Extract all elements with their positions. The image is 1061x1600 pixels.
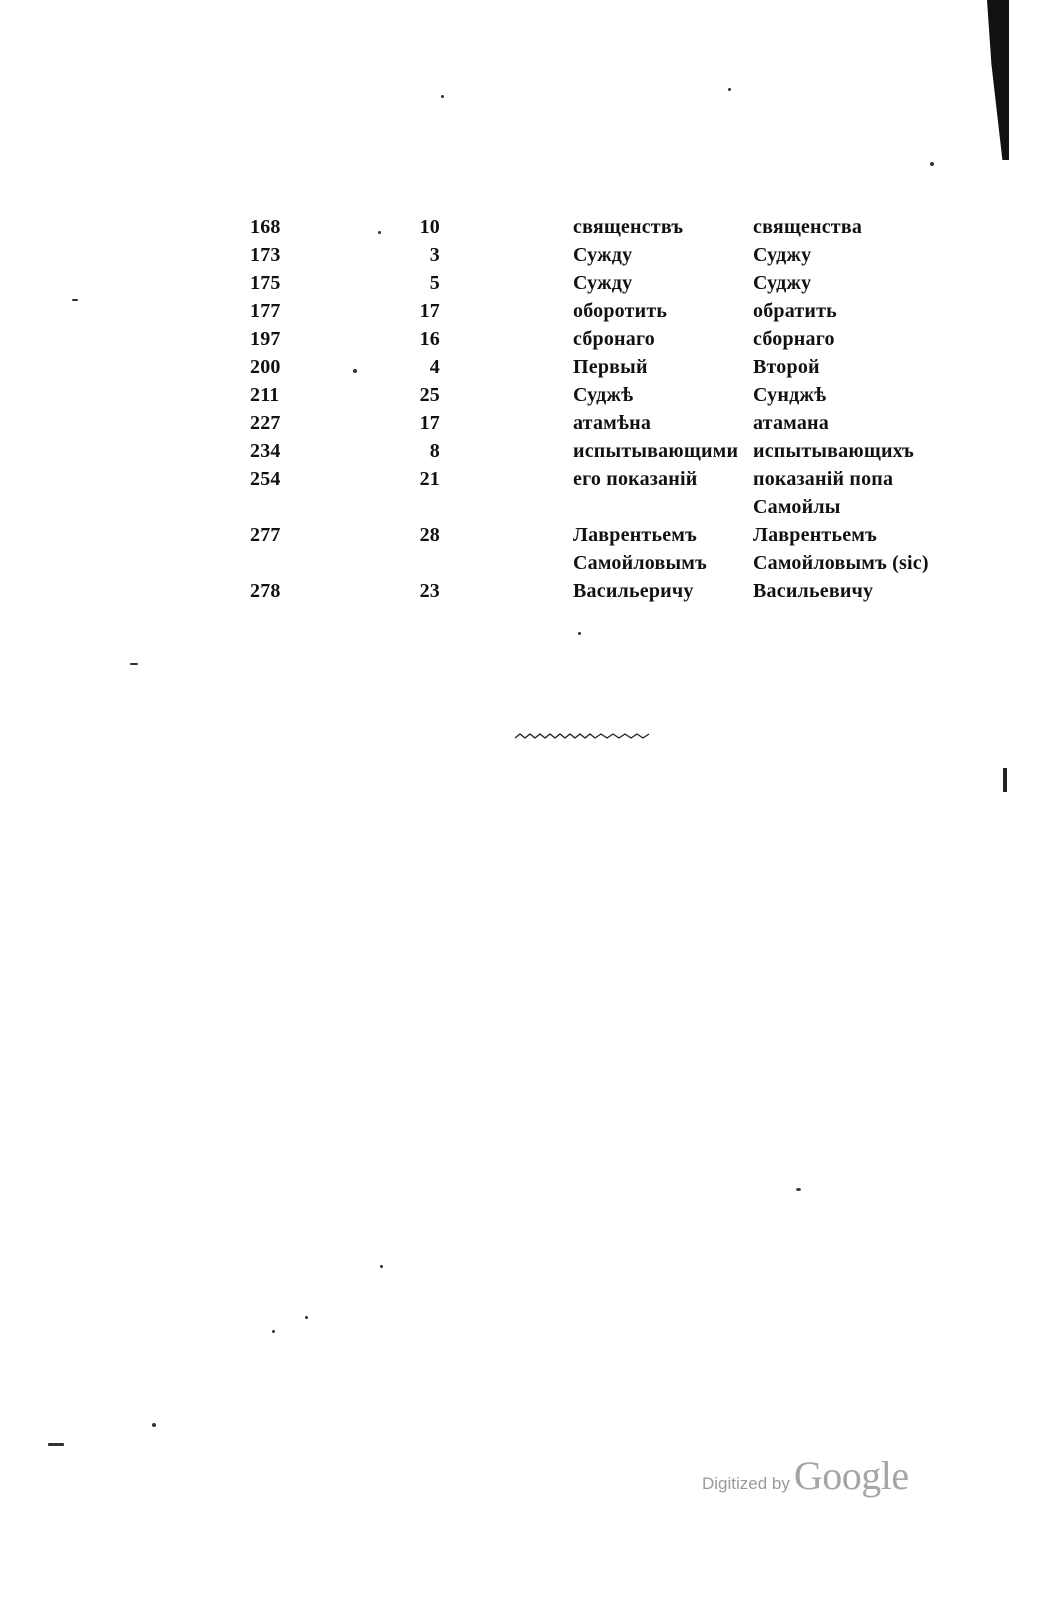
correct-text: испытывающихъ (753, 440, 914, 462)
scan-speck (728, 88, 731, 91)
line-number: 28 (419, 524, 440, 546)
scan-speck (48, 1443, 64, 1446)
errata-row (250, 241, 970, 269)
errata-row (250, 465, 970, 521)
printed-text: Васильеричу (573, 580, 694, 602)
correct-text: Васильевичу (753, 580, 874, 602)
printed-text: сбронаго (573, 328, 655, 350)
correct-text: Суджу (753, 272, 812, 294)
scan-speck (796, 1188, 801, 1191)
errata-row (250, 437, 970, 465)
printed-text: его показаній (573, 468, 698, 490)
page-number: 175 (250, 272, 281, 294)
correct-text: атамана (753, 412, 829, 434)
scan-speck (152, 1423, 156, 1427)
page-number: 277 (250, 524, 281, 546)
line-number: 21 (419, 468, 440, 490)
printed-text: испытывающими (573, 440, 739, 462)
line-number: 17 (419, 300, 440, 322)
page-number: 278 (250, 580, 281, 602)
ornamental-separator (515, 730, 651, 742)
google-logo: Google (793, 1453, 909, 1498)
line-number: 5 (429, 272, 440, 294)
printed-text: священствъ (573, 216, 684, 238)
page-number: 254 (250, 468, 281, 490)
correct-text: священства (753, 216, 863, 238)
errata-row (250, 269, 970, 297)
scan-speck (380, 1265, 383, 1268)
errata-row (250, 521, 970, 577)
errata-row (250, 577, 970, 605)
scan-edge-shadow (987, 0, 1009, 160)
page-number: 197 (250, 328, 281, 350)
correct-text: показаній попа Самойлы (753, 468, 894, 518)
printed-text: Лаврентьемъ Самойловымъ (573, 524, 707, 574)
errata-table (250, 213, 970, 605)
digitized-watermark (702, 1452, 909, 1499)
line-number: 25 (419, 384, 440, 406)
printed-text: атамѣна (573, 412, 652, 434)
correct-text: Лаврентьемъ Самойловымъ (sic) (753, 524, 929, 574)
scan-speck (272, 1330, 275, 1333)
line-number: 3 (429, 244, 440, 266)
correct-text: сборнаго (753, 328, 835, 350)
page-number: 211 (250, 384, 280, 406)
line-number: 23 (419, 580, 440, 602)
correct-text: Второй (753, 356, 820, 378)
errata-row (250, 297, 970, 325)
errata-row (250, 381, 970, 409)
line-number: 16 (419, 328, 440, 350)
page-number: 168 (250, 216, 281, 238)
scan-speck (305, 1316, 308, 1319)
page-number: 234 (250, 440, 281, 462)
line-number: 10 (419, 216, 440, 238)
errata-row (250, 409, 970, 437)
scan-speck (353, 369, 357, 373)
page-number: 177 (250, 300, 281, 322)
correct-text: Сунджѣ (753, 384, 827, 406)
scan-speck (130, 663, 138, 665)
errata-row (250, 325, 970, 353)
scan-speck (441, 95, 444, 98)
correct-text: обратить (753, 300, 837, 322)
line-number: 4 (429, 356, 440, 378)
errata-row (250, 353, 970, 381)
page-number: 173 (250, 244, 281, 266)
scan-speck (930, 162, 934, 166)
printed-text: Первый (573, 356, 648, 378)
page-number: 227 (250, 412, 281, 434)
correct-text: Суджу (753, 244, 812, 266)
digitized-by-label: Digitized by (702, 1474, 790, 1493)
scan-edge-mark (1003, 768, 1007, 792)
page-number: 200 (250, 356, 281, 378)
printed-text: Сужду (573, 244, 633, 266)
scan-speck (378, 231, 381, 234)
printed-text: оборотить (573, 300, 668, 322)
line-number: 8 (429, 440, 440, 462)
line-number: 17 (419, 412, 440, 434)
printed-text: Сужду (573, 272, 633, 294)
scan-speck (578, 632, 581, 635)
printed-text: Суджѣ (573, 384, 634, 406)
scan-speck (72, 299, 78, 301)
errata-row (250, 213, 970, 241)
